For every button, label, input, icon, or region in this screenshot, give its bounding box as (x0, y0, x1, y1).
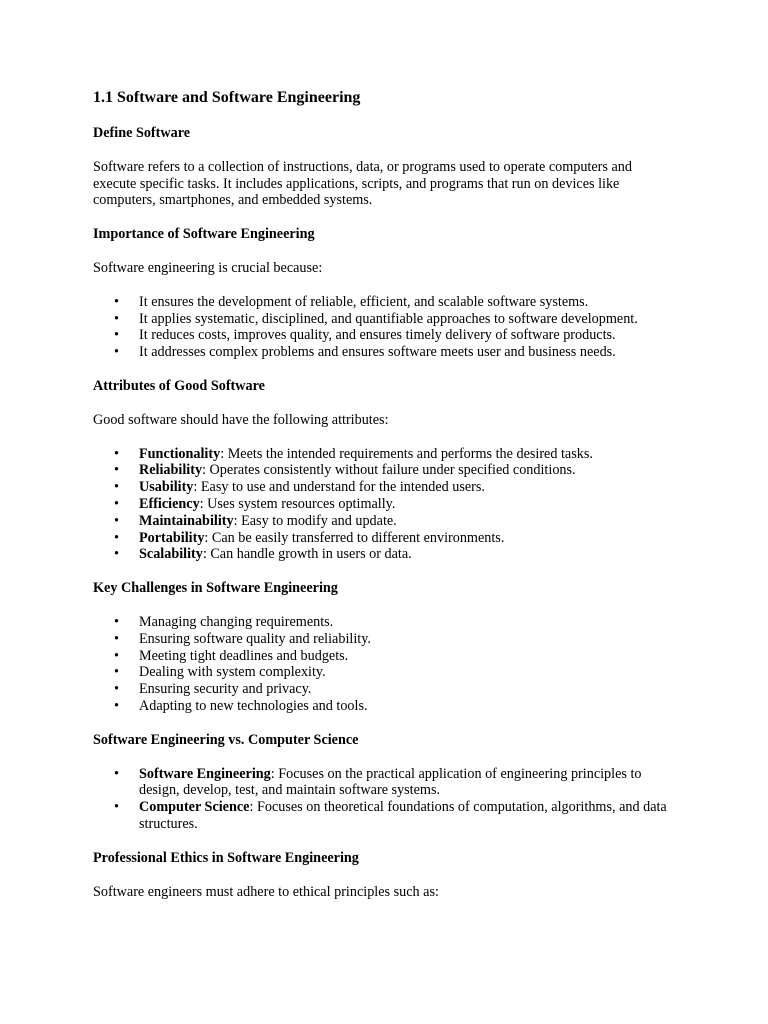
bullet-icon: • (114, 445, 119, 462)
page-title: 1.1 Software and Software Engineering (93, 89, 361, 106)
list-item-text: Ensuring security and privacy. (139, 681, 312, 698)
list-item (114, 613, 678, 631)
bullet-icon: • (114, 495, 119, 512)
bullet-icon: • (114, 647, 119, 664)
attribute-desc: : Easy to use and understand for the intended users. (193, 479, 485, 496)
list-item (114, 630, 678, 648)
define-software-paragraph: Software refers to a collection of instructions, data, or programs used to operate computers and execute specific tasks. It includes applications, scripts, and programs that run on devices like computers, smartphones, and embedded systems. (93, 158, 632, 209)
attribute-term: Reliability (139, 462, 203, 479)
bullet-icon: • (114, 697, 119, 714)
challenges-list (93, 614, 678, 715)
list-item (114, 495, 678, 513)
list-item (114, 664, 678, 681)
list-item (114, 512, 678, 530)
list-item (114, 344, 678, 361)
list-item-text: Ensuring software quality and reliability. (139, 630, 371, 647)
bullet-icon: • (114, 799, 119, 816)
bullet-icon: • (114, 462, 119, 479)
list-item-text: Managing changing requirements. (139, 613, 334, 630)
section-heading-attributes: Attributes of Good Software (93, 377, 265, 394)
list-item (114, 697, 678, 715)
list-item (114, 310, 678, 328)
comparison-desc: : Focuses on theoretical foundations of computation, algorithms, and data structures. (139, 799, 667, 832)
bullet-icon: • (114, 630, 119, 647)
comparison-term: Software Engineering (139, 765, 271, 782)
bullet-icon: • (114, 681, 119, 698)
importance-list (93, 294, 678, 361)
attribute-desc: : Operates consistently without failure under specified conditions. (202, 462, 576, 479)
bullet-icon: • (114, 310, 119, 327)
bullet-icon: • (114, 512, 119, 529)
list-item (114, 462, 678, 479)
attribute-desc: : Can be easily transferred to different environments. (204, 529, 505, 546)
attribute-term: Portability (139, 529, 205, 546)
bullet-icon: • (114, 479, 119, 496)
bullet-icon: • (114, 529, 119, 546)
attribute-term: Scalability (139, 546, 203, 563)
list-item (114, 529, 678, 547)
bullet-icon: • (114, 293, 119, 310)
attribute-desc: : Uses system resources optimally. (199, 495, 396, 512)
attribute-desc: : Easy to modify and update. (233, 512, 397, 529)
list-item (114, 546, 678, 563)
comparison-desc: : Focuses on the practical application of engineering principles to design, develop, test, and maintain software systems. (139, 765, 642, 799)
section-heading-challenges: Key Challenges in Software Engineering (93, 580, 338, 597)
list-item-text: It addresses complex problems and ensures software meets user and business needs. (139, 344, 616, 361)
list-item-text: Dealing with system complexity. (139, 664, 326, 681)
list-item (114, 293, 678, 311)
attribute-term: Functionality (139, 445, 221, 462)
attributes-intro: Good software should have the following attributes: (93, 411, 389, 428)
list-item-text: It reduces costs, improves quality, and ensures timely delivery of software products. (139, 327, 616, 344)
bullet-icon: • (114, 344, 119, 361)
list-item (114, 479, 678, 496)
list-item (114, 445, 678, 463)
section-heading-define-software: Define Software (93, 125, 191, 141)
ethics-intro: Software engineers must adhere to ethical principles such as: (93, 883, 439, 900)
attributes-list (93, 446, 678, 564)
list-item (114, 765, 678, 800)
attribute-term: Usability (139, 479, 194, 496)
bullet-icon: • (114, 327, 119, 344)
importance-intro: Software engineering is crucial because: (93, 259, 323, 276)
section-heading-ethics: Professional Ethics in Software Engineering (93, 849, 359, 866)
section-heading-importance: Importance of Software Engineering (93, 226, 315, 243)
se-vs-cs-list (93, 766, 678, 833)
section-heading-se-vs-cs: Software Engineering vs. Computer Science (93, 731, 359, 748)
attribute-desc: : Meets the intended requirements and performs the desired tasks. (220, 445, 593, 462)
list-item (114, 799, 678, 833)
comparison-term: Computer Science (139, 799, 250, 816)
list-item (114, 327, 678, 344)
bullet-icon: • (114, 546, 119, 563)
list-item-text: Meeting tight deadlines and budgets. (139, 647, 349, 664)
list-item (114, 647, 678, 665)
attribute-term: Maintainability (139, 512, 234, 529)
document-page (93, 88, 678, 917)
list-item (114, 681, 678, 698)
list-item-text: It ensures the development of reliable, efficient, and scalable software systems. (139, 293, 589, 310)
list-item-text: It applies systematic, disciplined, and quantifiable approaches to software development. (139, 310, 638, 327)
bullet-icon: • (114, 765, 119, 782)
attribute-term: Efficiency (139, 495, 200, 512)
bullet-icon: • (114, 613, 119, 630)
bullet-icon: • (114, 664, 119, 681)
list-item-text: Adapting to new technologies and tools. (139, 697, 368, 714)
attribute-desc: : Can handle growth in users or data. (202, 546, 412, 563)
